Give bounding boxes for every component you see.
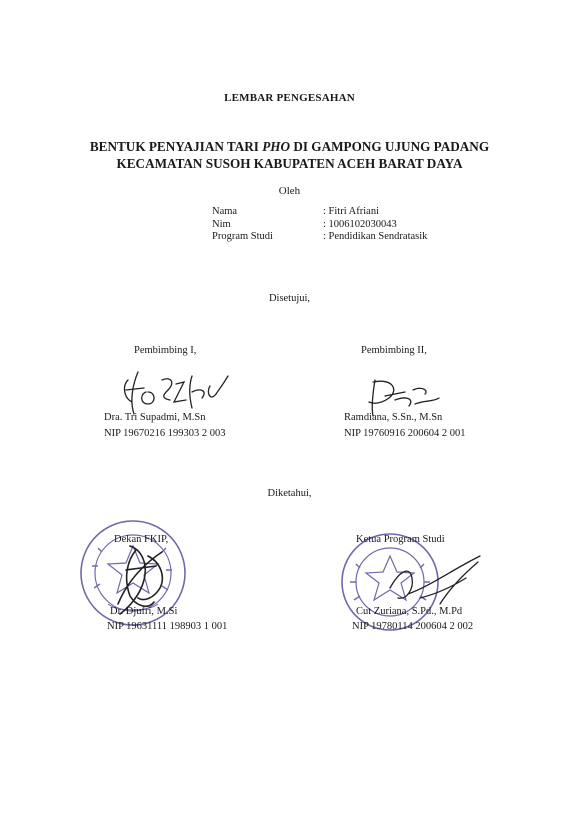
title-part-2: DI GAMPONG UJUNG PADANG: [290, 139, 490, 154]
identity-label-program: Program Studi: [212, 231, 273, 242]
dean-nip: NIP 19631111 198903 1 001: [107, 621, 228, 632]
identity-values: [323, 206, 427, 244]
identity-value-program: : Pendidikan Sendratasik: [323, 231, 428, 242]
thesis-title: [0, 138, 579, 172]
supervisor2-role: Pembimbing II,: [361, 345, 427, 356]
title-line-1: [0, 138, 579, 155]
dean-name: Dr. Djufri, M.Si: [110, 606, 178, 617]
dean-role: Dekan FKIP,: [114, 534, 169, 545]
identity-label-name: Nama: [212, 206, 238, 217]
supervisor2-name: Ramdiana, S.Sn., M.Sn: [344, 412, 443, 423]
program-head-signature: [380, 548, 490, 610]
identity-labels: [212, 206, 273, 244]
program-head-nip: NIP 19780114 200604 2 002: [352, 621, 474, 632]
supervisor1-nip: NIP 19670216 199303 2 003: [104, 428, 226, 439]
supervisor1-name: Dra. Tri Supadmi, M.Sn: [104, 412, 206, 423]
title-part-1: BENTUK PENYAJIAN TARI: [89, 139, 263, 154]
title-italic-part: PHO: [262, 139, 291, 154]
supervisor1-role: Pembimbing I,: [134, 345, 197, 356]
identity-label-nim: Nim: [212, 218, 231, 230]
title-line-2: KECAMATAN SUSOH KABUPATEN ACEH BARAT DAYA: [116, 156, 463, 171]
program-head-role: Ketua Program Studi: [356, 534, 445, 545]
by-label: Oleh: [278, 185, 301, 197]
page-heading: LEMBAR PENGESAHAN: [224, 92, 355, 104]
identity-value-nim: : 1006102030043: [323, 218, 397, 230]
identity-value-name: : Fitri Afriani: [323, 206, 379, 217]
supervisor1-signature: [110, 368, 240, 418]
known-label: Diketahui,: [267, 488, 312, 499]
approved-label: Disetujui,: [268, 293, 311, 304]
supervisor2-nip: NIP 19760916 200604 2 001: [344, 428, 466, 439]
program-head-name: Cut Zuriana, S.Pd., M.Pd: [356, 606, 463, 617]
